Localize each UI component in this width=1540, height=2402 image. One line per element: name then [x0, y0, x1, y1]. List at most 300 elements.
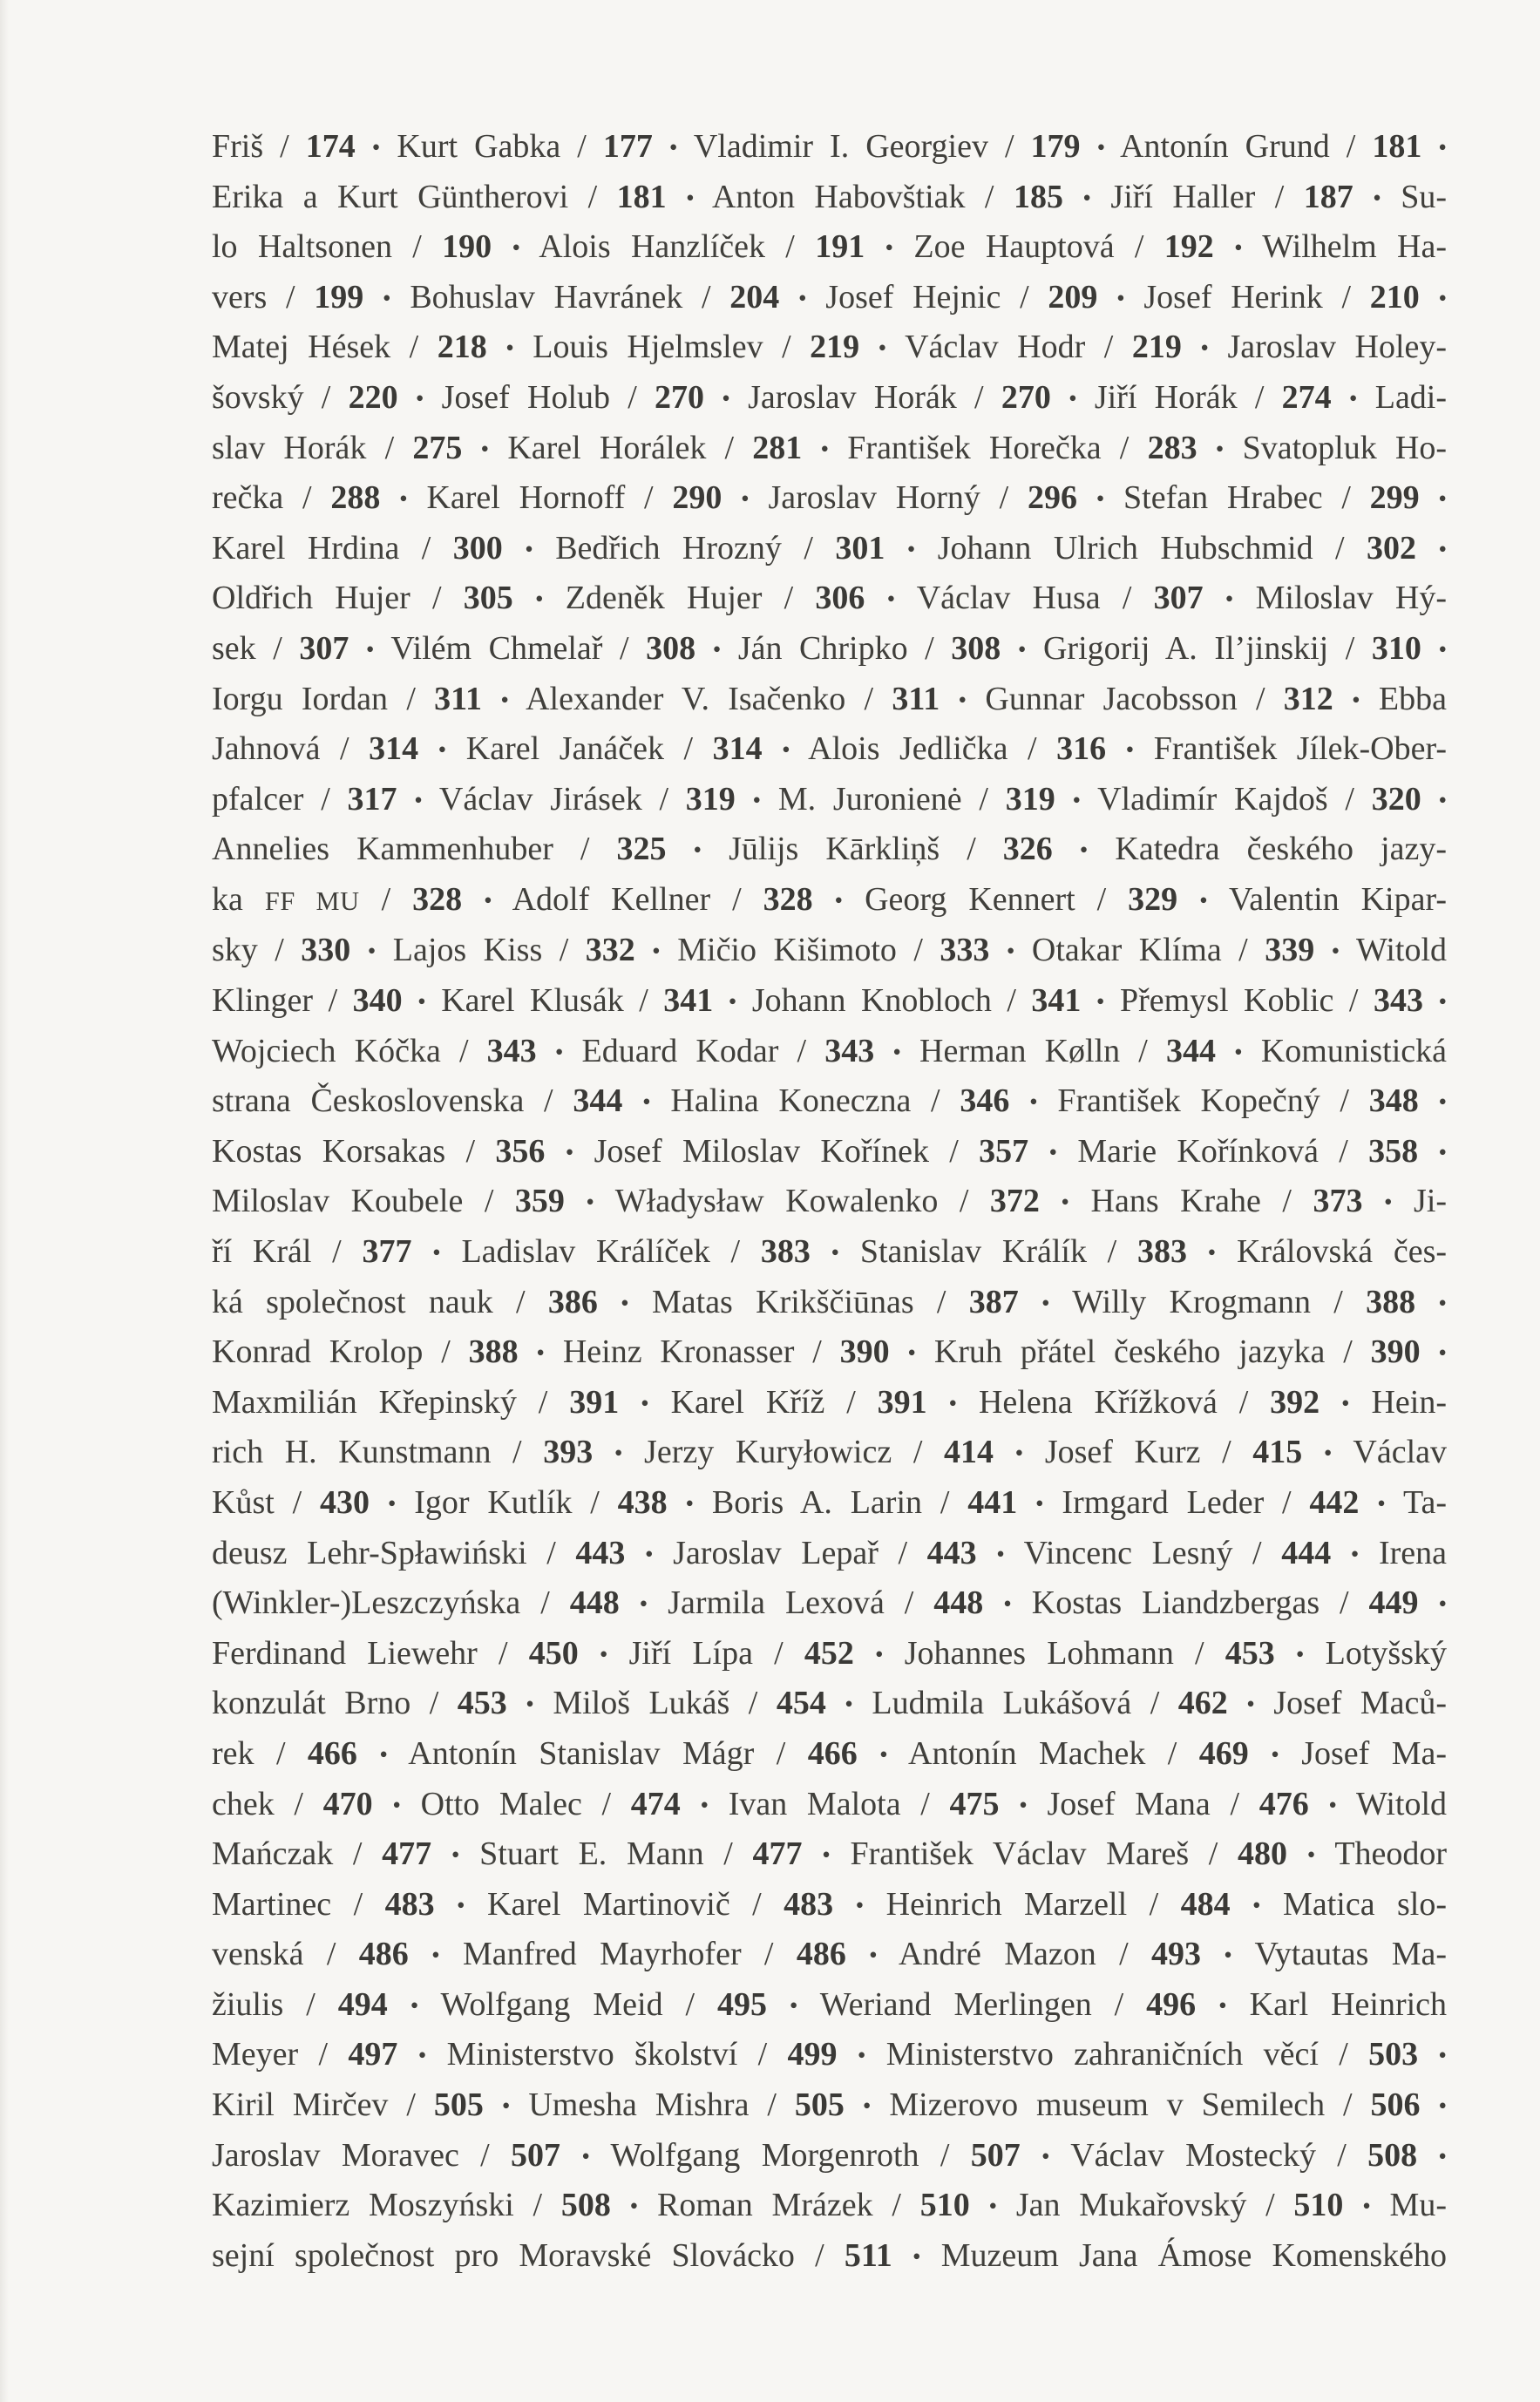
- page-number: 326: [1002, 831, 1053, 868]
- page-number: 288: [330, 479, 381, 517]
- bullet-separator: •: [1352, 686, 1360, 713]
- bullet-separator: •: [480, 435, 490, 462]
- bullet-separator: •: [1019, 1791, 1028, 1818]
- page-number: 486: [358, 1936, 409, 1973]
- bullet-separator: •: [1246, 1691, 1255, 1718]
- index-line: Matej Hések / 218 • Louis Hjelmslev / 219 • Václav Hodr / 219 • Jaroslav Holey-: [212, 329, 1448, 366]
- page-number: 443: [926, 1534, 977, 1571]
- bullet-separator: •: [414, 786, 423, 813]
- bullet-separator: •: [1438, 636, 1448, 663]
- page-number: 493: [1150, 1936, 1201, 1973]
- bullet-separator: •: [834, 887, 844, 913]
- page-number: 480: [1238, 1835, 1288, 1873]
- page-number: 499: [787, 2036, 838, 2073]
- bullet-separator: •: [642, 1089, 651, 1116]
- bullet-separator: •: [417, 988, 426, 1015]
- bullet-separator: •: [685, 1490, 695, 1517]
- page-number: 316: [1056, 730, 1107, 768]
- bullet-separator: •: [614, 1440, 623, 1467]
- page-number: 339: [1265, 932, 1315, 969]
- bullet-separator: •: [1234, 1038, 1243, 1065]
- page-number: 503: [1368, 2036, 1419, 2073]
- bullet-separator: •: [399, 485, 408, 512]
- bullet-separator: •: [1295, 1640, 1305, 1667]
- bullet-separator: •: [1306, 1842, 1316, 1869]
- page-number: 343: [1373, 982, 1423, 1019]
- bullet-separator: •: [438, 736, 447, 763]
- index-text-block: [212, 122, 1447, 2281]
- page-number: 441: [967, 1483, 1018, 1521]
- bullet-separator: •: [565, 1138, 574, 1165]
- bullet-separator: •: [652, 938, 661, 965]
- page-number: 442: [1309, 1483, 1360, 1521]
- page-number: 311: [434, 680, 483, 717]
- page-number: 438: [617, 1483, 668, 1521]
- page-number: 341: [1031, 982, 1082, 1019]
- bullet-separator: •: [831, 1239, 840, 1266]
- page-number: 390: [839, 1333, 890, 1371]
- page-number: 392: [1270, 1383, 1320, 1421]
- bullet-separator: •: [415, 385, 424, 412]
- bullet-separator: •: [1048, 1138, 1058, 1165]
- bullet-separator: •: [822, 1842, 831, 1869]
- page-number: 333: [940, 932, 990, 969]
- index-line: sky / 330 • Lajos Kiss / 332 • Mičio Kišimoto / 333 • Otakar Klíma / 339 • Witold: [212, 932, 1448, 969]
- page-number: 296: [1027, 479, 1077, 517]
- bullet-separator: •: [371, 134, 381, 161]
- page-number: 477: [382, 1835, 432, 1873]
- bullet-separator: •: [797, 284, 807, 311]
- bullet-separator: •: [1014, 1440, 1024, 1467]
- index-line: Kiril Mirčev / 505 • Umesha Mishra / 505 • Mizerovo museum v Semilech / 506 •: [212, 2086, 1448, 2124]
- bullet-separator: •: [712, 636, 722, 663]
- bullet-separator: •: [1082, 184, 1091, 211]
- page-number: 453: [457, 1685, 507, 1722]
- index-line: Martinec / 483 • Karel Martinovič / 483 • Heinrich Marzell / 484 • Matica slo-: [212, 1885, 1447, 1923]
- page-number: 462: [1177, 1685, 1228, 1722]
- page-number: 495: [716, 1985, 767, 2023]
- page-number: 192: [1163, 228, 1214, 266]
- page-number: 307: [1153, 580, 1204, 617]
- bullet-separator: •: [907, 1340, 917, 1367]
- bullet-separator: •: [878, 335, 887, 362]
- page-number: 475: [949, 1785, 1000, 1822]
- page-number: 281: [752, 429, 803, 466]
- bullet-separator: •: [1224, 1942, 1232, 1969]
- index-line: konzulát Brno / 453 • Miloš Lukáš / 454 • Ludmila Lukášová / 462 • Josef Maců-: [212, 1685, 1448, 1722]
- bullet-separator: •: [500, 686, 509, 713]
- page-number: 340: [352, 982, 403, 1019]
- index-line: Konrad Krolop / 388 • Heinz Kronasser / 390 • Kruh přátel českého jazyka / 390 •: [212, 1333, 1447, 1371]
- page-number: 383: [1136, 1232, 1187, 1270]
- page-number: 270: [655, 378, 705, 416]
- page-number: 452: [804, 1634, 854, 1672]
- bullet-separator: •: [457, 1891, 465, 1918]
- page-number: 430: [319, 1483, 370, 1521]
- bullet-separator: •: [365, 636, 375, 663]
- page-number: 301: [835, 529, 885, 567]
- bullet-separator: •: [845, 1691, 853, 1718]
- bullet-separator: •: [431, 1942, 440, 1969]
- bullet-separator: •: [948, 1389, 958, 1416]
- bullet-separator: •: [621, 1289, 629, 1316]
- page-number: 477: [752, 1835, 803, 1873]
- bullet-separator: •: [1096, 134, 1106, 161]
- index-line: ka FF MU / 328 • Adolf Kellner / 328 • Georg Kennert / 329 • Valentin Kipar-: [212, 880, 1447, 918]
- page-number: 204: [729, 278, 780, 316]
- bullet-separator: •: [586, 1189, 594, 1216]
- page-number: 302: [1367, 529, 1416, 567]
- page-number: 470: [322, 1785, 373, 1822]
- page-number: 415: [1252, 1434, 1303, 1471]
- bullet-separator: •: [1373, 184, 1381, 211]
- index-line: Kostas Korsakas / 356 • Josef Miloslav Kořínek / 357 • Marie Kořínková / 358 •: [212, 1132, 1448, 1170]
- index-line: žiulis / 494 • Wolfgang Meid / 495 • Weriand Merlingen / 496 • Karl Heinrich: [212, 1985, 1448, 2023]
- page-number: 199: [314, 278, 364, 316]
- index-line: pfalcer / 317 • Václav Jirásek / 319 • M. Juronienė / 319 • Vladimír Kajdoš / 320 •: [212, 780, 1448, 818]
- page-number: 449: [1368, 1584, 1419, 1622]
- page-number: 344: [1165, 1032, 1216, 1069]
- page-number: 329: [1128, 880, 1178, 918]
- page-number: 319: [1005, 780, 1055, 818]
- page-number: 448: [933, 1584, 984, 1622]
- bullet-separator: •: [417, 2042, 427, 2069]
- bullet-separator: •: [1362, 2193, 1371, 2220]
- page-number: 341: [663, 982, 714, 1019]
- bullet-separator: •: [387, 1490, 397, 1517]
- index-line: Miloslav Koubele / 359 • Władysław Kowalenko / 372 • Hans Krahe / 373 • Ji-: [212, 1183, 1448, 1220]
- page-number: 506: [1370, 2086, 1421, 2124]
- bullet-separator: •: [869, 1942, 878, 1969]
- bullet-separator: •: [892, 1038, 901, 1065]
- bullet-separator: •: [1438, 134, 1448, 161]
- bullet-separator: •: [1348, 385, 1358, 412]
- page-number: 508: [560, 2187, 611, 2224]
- bullet-separator: •: [1438, 1089, 1448, 1116]
- page-number: 299: [1369, 479, 1420, 517]
- page-number: 305: [463, 580, 513, 617]
- index-line: ří Král / 377 • Ladislav Králíček / 383 • Stanislav Králík / 383 • Královská čes-: [212, 1232, 1448, 1270]
- page-number: 210: [1369, 278, 1420, 316]
- bullet-separator: •: [1438, 2142, 1448, 2169]
- bullet-separator: •: [501, 2093, 511, 2120]
- bullet-separator: •: [1116, 284, 1125, 311]
- bullet-separator: •: [1438, 2093, 1448, 2120]
- page-number: 448: [569, 1584, 620, 1622]
- page-number: 314: [712, 730, 763, 768]
- page-number: 344: [573, 1082, 623, 1120]
- index-line: rich H. Kunstmann / 393 • Jerzy Kuryłowicz / 414 • Josef Kurz / 415 • Václav: [212, 1434, 1447, 1471]
- page-number: 306: [815, 580, 865, 617]
- page-number: 358: [1368, 1132, 1419, 1170]
- page-number: 209: [1048, 278, 1098, 316]
- index-line: sejní společnost pro Moravské Slovácko / 511 • Muzeum Jana Ámose Komenského: [212, 2236, 1448, 2274]
- bullet-separator: •: [639, 1591, 648, 1618]
- page-number: 218: [437, 329, 487, 366]
- page-number: 373: [1313, 1183, 1363, 1220]
- page-number: 443: [575, 1534, 626, 1571]
- page-number: 275: [412, 429, 463, 466]
- page-number: 328: [412, 880, 463, 918]
- page-number: 474: [630, 1785, 681, 1822]
- bullet-separator: •: [1125, 736, 1135, 763]
- index-line: vers / 199 • Bohuslav Havránek / 204 • Josef Hejnic / 209 • Josef Herink / 210 •: [212, 278, 1448, 316]
- page-number: 181: [616, 178, 667, 215]
- page-number: 220: [348, 378, 398, 416]
- bullet-separator: •: [1438, 786, 1448, 813]
- bullet-separator: •: [1438, 988, 1448, 1015]
- page-number: 466: [807, 1734, 858, 1772]
- page-number: 496: [1146, 1985, 1197, 2023]
- page-number: 476: [1258, 1785, 1309, 1822]
- bullet-separator: •: [912, 2243, 921, 2270]
- index-line: lo Haltsonen / 190 • Alois Hanzlíček / 191 • Zoe Hauptová / 192 • Wilhelm Ha-: [212, 228, 1448, 266]
- page-number: 219: [810, 329, 860, 366]
- bullet-separator: •: [958, 686, 967, 713]
- page-number: 505: [433, 2086, 484, 2124]
- bullet-separator: •: [599, 1640, 608, 1667]
- page-number: 383: [760, 1232, 811, 1270]
- page-number: 290: [672, 479, 723, 517]
- index-line: chek / 470 • Otto Malec / 474 • Ivan Malota / 475 • Josef Mana / 476 • Witold: [212, 1785, 1448, 1822]
- page-number: 317: [347, 780, 397, 818]
- index-line: Jahnová / 314 • Karel Janáček / 314 • Alois Jedlička / 316 • František Jílek-Ober-: [212, 730, 1448, 768]
- index-line: Ferdinand Liewehr / 450 • Jiří Lípa / 452 • Johannes Lohmann / 453 • Lotyšský: [212, 1634, 1447, 1672]
- page-number: 219: [1131, 329, 1182, 366]
- page-number: 388: [1366, 1283, 1416, 1320]
- page-number: 300: [452, 529, 503, 567]
- bullet-separator: •: [789, 1991, 798, 2019]
- page-number: 191: [815, 228, 865, 266]
- index-line: Iorgu Iordan / 311 • Alexander V. Isačenko / 311 • Gunnar Jacobsson / 312 • Ebba: [212, 680, 1447, 717]
- bullet-separator: •: [875, 1640, 884, 1667]
- page-number: 320: [1371, 780, 1421, 818]
- bullet-separator: •: [1438, 1289, 1448, 1316]
- bullet-separator: •: [505, 335, 514, 362]
- bullet-separator: •: [1041, 2142, 1050, 2169]
- page-number: 283: [1147, 429, 1197, 466]
- page-number: 372: [989, 1183, 1040, 1220]
- page-number: 308: [646, 629, 696, 667]
- index-line: rečka / 288 • Karel Hornoff / 290 • Jaroslav Horný / 296 • Stefan Hrabec / 299 •: [212, 479, 1448, 517]
- bullet-separator: •: [383, 284, 391, 311]
- bullet-separator: •: [629, 2193, 639, 2220]
- page-number: 312: [1283, 680, 1333, 717]
- bullet-separator: •: [1383, 1189, 1393, 1216]
- page-number: 174: [305, 128, 356, 165]
- page-number: 390: [1370, 1333, 1421, 1371]
- page-number: 332: [585, 932, 635, 969]
- page-number: 505: [794, 2086, 845, 2124]
- index-line: šovský / 220 • Josef Holub / 270 • Jaroslav Horák / 270 • Jiří Horák / 274 • Ladi-: [212, 378, 1448, 416]
- index-line: Karel Hrdina / 300 • Bedřich Hrozný / 301 • Johann Ulrich Hubschmid / 302 •: [212, 529, 1448, 567]
- page-number: 359: [514, 1183, 565, 1220]
- bullet-separator: •: [525, 535, 533, 562]
- index-line: venská / 486 • Manfred Mayrhofer / 486 • André Mazon / 493 • Vytautas Ma-: [212, 1936, 1448, 1973]
- page-number: 319: [685, 780, 736, 818]
- bullet-separator: •: [379, 1741, 388, 1768]
- bullet-separator: •: [641, 1389, 649, 1416]
- bullet-separator: •: [1079, 837, 1089, 864]
- bullet-separator: •: [1234, 234, 1243, 261]
- index-line: Klinger / 340 • Karel Klusák / 341 • Johann Knobloch / 341 • Přemysl Koblic / 343 •: [212, 982, 1448, 1019]
- page-number: 453: [1225, 1634, 1275, 1672]
- bullet-separator: •: [1061, 1189, 1070, 1216]
- page-number: 494: [337, 1985, 388, 2023]
- page-number: 311: [892, 680, 940, 717]
- page-number: 187: [1303, 178, 1353, 215]
- bullet-separator: •: [534, 586, 544, 613]
- page-number: 356: [495, 1132, 546, 1170]
- page-number: 391: [877, 1383, 927, 1421]
- bullet-separator: •: [484, 887, 492, 913]
- bullet-separator: •: [1271, 1741, 1279, 1768]
- index-line: slav Horák / 275 • Karel Horálek / 281 • František Horečka / 283 • Svatopluk Ho-: [212, 429, 1447, 466]
- bullet-separator: •: [668, 134, 678, 161]
- bullet-separator: •: [392, 1791, 401, 1818]
- bullet-separator: •: [1041, 1289, 1050, 1316]
- page-number: 393: [543, 1434, 594, 1471]
- bullet-separator: •: [1438, 535, 1448, 562]
- index-line: Jaroslav Moravec / 507 • Wolfgang Morgenroth / 507 • Václav Mostecký / 508 •: [212, 2136, 1448, 2174]
- bullet-separator: •: [1218, 1991, 1227, 2019]
- bullet-separator: •: [886, 586, 896, 613]
- bullet-separator: •: [1096, 988, 1105, 1015]
- bullet-separator: •: [1438, 284, 1448, 311]
- bullet-separator: •: [741, 485, 750, 512]
- bullet-separator: •: [988, 2193, 998, 2220]
- bullet-separator: •: [722, 385, 730, 412]
- bullet-separator: •: [1003, 1591, 1012, 1618]
- index-line: deusz Lehr-Spławiński / 443 • Jaroslav Lepař / 443 • Vincenc Lesný / 444 • Irena: [212, 1534, 1448, 1571]
- bullet-separator: •: [1438, 2042, 1448, 2069]
- bullet-separator: •: [410, 1991, 419, 2019]
- page-number: 391: [569, 1383, 620, 1421]
- index-line: (Winkler-)Leszczyńska / 448 • Jarmila Lexová / 448 • Kostas Liandzbergas / 449 •: [212, 1584, 1448, 1622]
- bullet-separator: •: [1200, 335, 1209, 362]
- page-number: 190: [442, 228, 492, 266]
- index-line: Friš / 174 • Kurt Gabka / 177 • Vladimir I. Georgiev / 179 • Antonín Grund / 181 •: [212, 128, 1448, 165]
- page-number: 387: [968, 1283, 1019, 1320]
- index-line: Annelies Kammenhuber / 325 • Jūlijs Kārkliņš / 326 • Katedra českého jazy-: [212, 831, 1447, 868]
- bullet-separator: •: [820, 435, 830, 462]
- index-line: Meyer / 497 • Ministerstvo školství / 499 • Ministerstvo zahraničních věcí / 503 •: [212, 2036, 1448, 2073]
- page-number: 511: [844, 2236, 892, 2274]
- page-number: 325: [616, 831, 667, 868]
- bullet-separator: •: [1035, 1490, 1044, 1517]
- page-number: 510: [919, 2187, 970, 2224]
- page-number: 177: [602, 128, 653, 165]
- page-number: 508: [1367, 2136, 1418, 2174]
- index-line: Mańczak / 477 • Stuart E. Mann / 477 • František Václav Mareš / 480 • Theodor: [212, 1835, 1448, 1873]
- index-line: strana Československa / 344 • Halina Koneczna / 346 • František Kopečný / 348 •: [212, 1082, 1448, 1120]
- bullet-separator: •: [782, 736, 790, 763]
- bullet-separator: •: [728, 988, 737, 1015]
- bullet-separator: •: [693, 837, 702, 864]
- bullet-separator: •: [554, 1038, 564, 1065]
- page-number: 450: [528, 1634, 579, 1672]
- page-number: 454: [776, 1685, 826, 1722]
- bullet-separator: •: [1096, 485, 1105, 512]
- page-number: 444: [1281, 1534, 1332, 1571]
- page-number: 314: [369, 730, 419, 768]
- page-number: 185: [1013, 178, 1063, 215]
- bullet-separator: •: [536, 1340, 546, 1367]
- index-line: rek / 466 • Antonín Stanislav Mágr / 466 • Antonín Machek / 469 • Josef Ma-: [212, 1734, 1448, 1772]
- index-line: Erika a Kurt Güntherovi / 181 • Anton Habovštiak / 185 • Jiří Haller / 187 • Su-: [212, 178, 1448, 215]
- index-line: sek / 307 • Vilém Chmelař / 308 • Ján Chripko / 308 • Grigorij A. Il’jinskij / 310 •: [212, 629, 1448, 667]
- bullet-separator: •: [1377, 1490, 1386, 1517]
- bullet-separator: •: [1438, 485, 1448, 512]
- bullet-separator: •: [1252, 1891, 1261, 1918]
- page-number: 308: [951, 629, 1001, 667]
- page-number: 343: [486, 1032, 537, 1069]
- page-number: 328: [763, 880, 813, 918]
- bullet-separator: •: [752, 786, 762, 813]
- bullet-separator: •: [1328, 1791, 1337, 1818]
- index-line: Wojciech Kóčka / 343 • Eduard Kodar / 343 • Herman Kølln / 344 • Komunistická: [212, 1032, 1448, 1069]
- bullet-separator: •: [857, 2042, 866, 2069]
- page-number: 179: [1030, 128, 1081, 165]
- bullet-separator: •: [1029, 1089, 1038, 1116]
- bullet-separator: •: [686, 184, 695, 211]
- bullet-separator: •: [1331, 938, 1340, 965]
- page-number: 330: [301, 932, 351, 969]
- smallcaps-abbreviation: FF MU: [264, 885, 360, 916]
- bullet-separator: •: [1341, 1389, 1350, 1416]
- page-number: 377: [362, 1232, 412, 1270]
- bullet-separator: •: [367, 938, 377, 965]
- bullet-separator: •: [644, 1540, 654, 1567]
- bullet-separator: •: [1017, 636, 1027, 663]
- page-number: 274: [1281, 378, 1332, 416]
- bullet-separator: •: [1006, 938, 1015, 965]
- page-number: 483: [784, 1885, 834, 1923]
- bullet-separator: •: [1072, 786, 1082, 813]
- page-number: 510: [1293, 2187, 1344, 2224]
- page-number: 181: [1372, 128, 1422, 165]
- page-number: 357: [979, 1132, 1029, 1170]
- page-number: 310: [1371, 629, 1421, 667]
- bullet-separator: •: [526, 1691, 534, 1718]
- page-number: 386: [547, 1283, 598, 1320]
- bullet-separator: •: [451, 1842, 460, 1869]
- bullet-separator: •: [1069, 385, 1077, 412]
- bullet-separator: •: [1438, 1591, 1448, 1618]
- bullet-separator: •: [581, 2142, 590, 2169]
- page-number: 307: [299, 629, 349, 667]
- bullet-separator: •: [996, 1540, 1005, 1567]
- bullet-separator: •: [700, 1791, 709, 1818]
- bullet-separator: •: [1207, 1239, 1217, 1266]
- bullet-separator: •: [879, 1741, 888, 1768]
- page-number: 414: [944, 1434, 994, 1471]
- bullet-separator: •: [885, 234, 894, 261]
- index-line: Maxmilián Křepinský / 391 • Karel Kříž / 391 • Helena Křížková / 392 • Hein-: [212, 1383, 1448, 1421]
- page-number: 507: [511, 2136, 561, 2174]
- index-line: Oldřich Hujer / 305 • Zdeněk Hujer / 306 • Václav Husa / 307 • Miloslav Hý-: [212, 580, 1447, 617]
- bullet-separator: •: [512, 234, 521, 261]
- page-number: 388: [468, 1333, 519, 1371]
- bullet-separator: •: [1438, 1138, 1448, 1165]
- bullet-separator: •: [1215, 435, 1225, 462]
- bullet-separator: •: [1225, 586, 1234, 613]
- page-number: 497: [348, 2036, 398, 2073]
- index-line: ká společnost nauk / 386 • Matas Krikščiūnas / 387 • Willy Krogmann / 388 •: [212, 1283, 1448, 1320]
- bullet-separator: •: [1323, 1440, 1333, 1467]
- page-number: 469: [1198, 1734, 1249, 1772]
- bullet-separator: •: [906, 535, 916, 562]
